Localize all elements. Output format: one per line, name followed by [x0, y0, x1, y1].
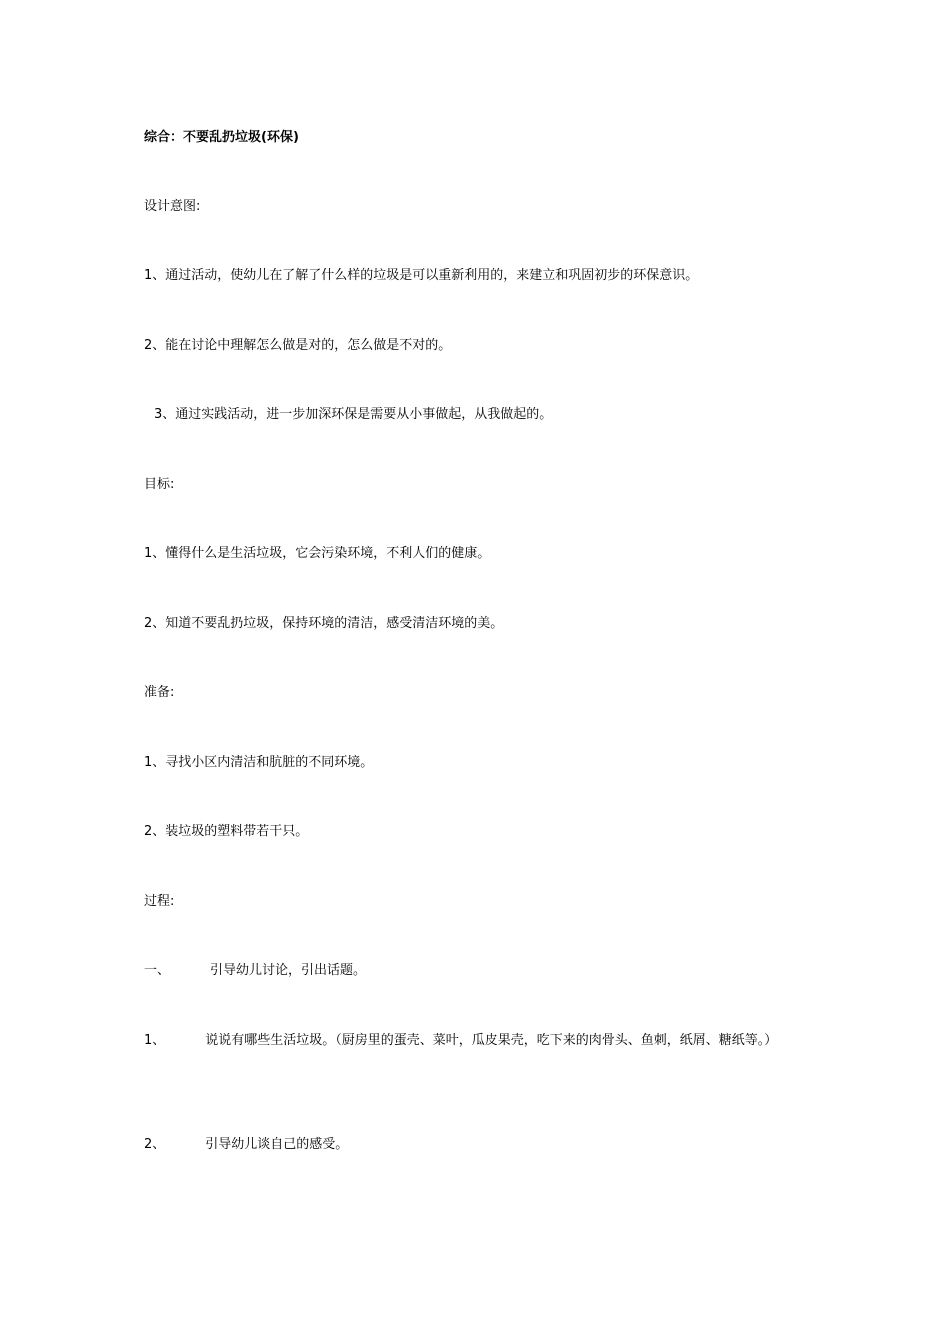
process-step-1-number: 一、 — [144, 963, 171, 978]
prep-item-1: 1、寻找小区内清洁和肮脏的不同环境。 — [144, 755, 374, 770]
design-item-3: 3、通过实践活动，进一步加深环保是需要从小事做起，从我做起的。 — [154, 407, 553, 422]
process-sub-2-text: 引导幼儿谈自己的感受。 — [205, 1137, 349, 1152]
process-step-1 — [144, 961, 366, 981]
prep-item-2: 2、装垃圾的塑料带若干只。 — [144, 824, 309, 839]
process-sub-2 — [144, 1135, 348, 1155]
design-heading: 设计意图: — [144, 199, 201, 214]
prep-heading: 准备: — [144, 685, 175, 700]
document-title: 综合：不要乱扔垃圾(环保) — [144, 130, 299, 145]
process-sub-1-text: 说说有哪些生活垃圾。（厨房里的蛋壳、菜叶，瓜皮果壳，吃下来的肉骨头、鱼刺，纸屑、糖纸等。） — [205, 1033, 778, 1048]
goal-item-2: 2、知道不要乱扔垃圾，保持环境的清洁，感受清洁环境的美。 — [144, 616, 504, 631]
goal-item-1: 1、懂得什么是生活垃圾，它会污染环境，不利人们的健康。 — [144, 546, 491, 561]
process-step-1-text: 引导幼儿讨论，引出话题。 — [210, 963, 367, 978]
goal-heading: 目标: — [144, 477, 175, 492]
process-sub-2-number: 2、 — [144, 1137, 166, 1152]
process-sub-1 — [144, 1023, 814, 1059]
process-sub-1-number: 1、 — [144, 1033, 166, 1048]
process-heading: 过程: — [144, 894, 175, 909]
design-item-1: 1、通过活动，使幼儿在了解了什么样的垃圾是可以重新利用的，来建立和巩固初步的环保意识。 — [144, 268, 699, 283]
design-item-2: 2、能在讨论中理解怎么做是对的，怎么做是不对的。 — [144, 338, 452, 353]
